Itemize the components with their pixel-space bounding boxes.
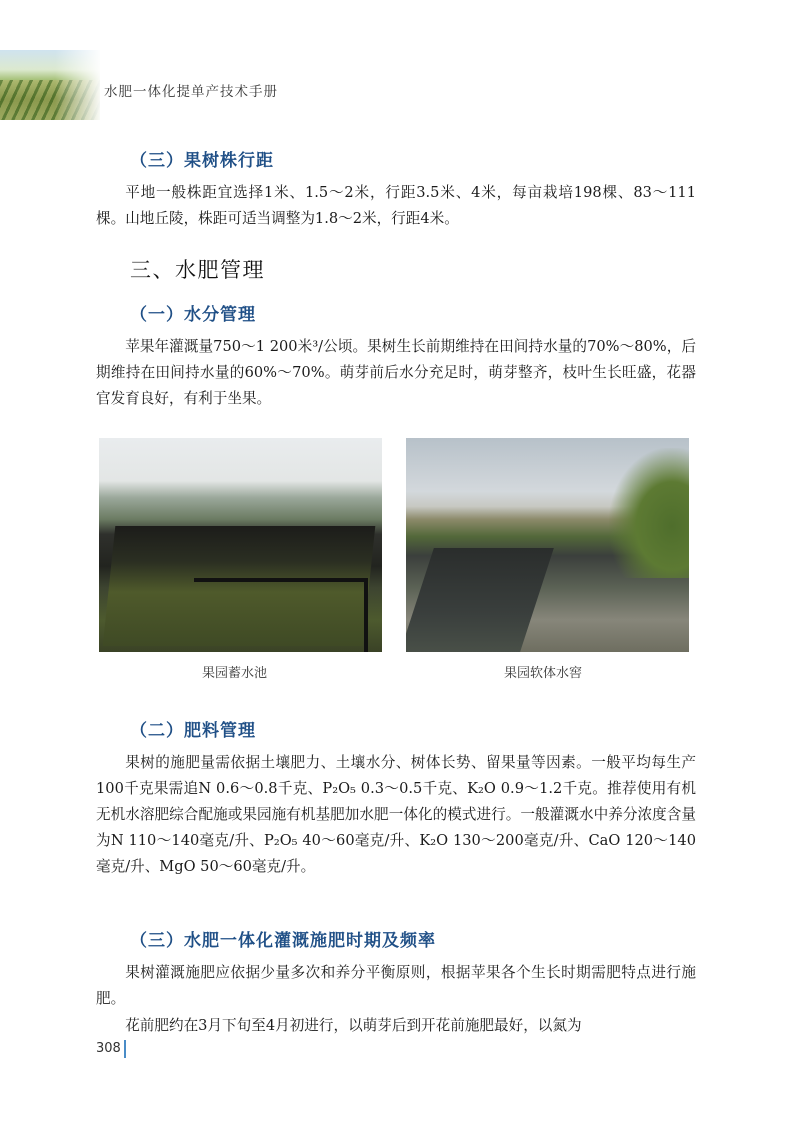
- section-heading-fertilizer: （二）肥料管理: [130, 721, 256, 741]
- figure-caption-left: 果园蓄水池: [202, 666, 268, 681]
- paragraph-water: [96, 334, 696, 412]
- paragraph-timing-1: [96, 960, 696, 1012]
- section-heading-spacing: （三）果树株行距: [130, 151, 274, 171]
- paragraph-text: 平地一般株距宜选择1米、1.5～2米，行距3.5米、4米，每亩栽培198棵、83～111棵。山地丘陵，株距可适当调整为1.8～2米，行距4米。: [96, 184, 696, 227]
- photo-storage-pool: [99, 438, 382, 652]
- page-number: 308: [96, 1041, 121, 1056]
- chapter-heading-water-fert: 三、水肥管理: [130, 258, 265, 282]
- paragraph-text: 苹果年灌溉量750～1 200米³/公顷。果树生长前期维持在田间持水量的70%～80%，后期维持在田间持水量的60%～70%。萌芽前后水分充足时，萌芽整齐，枝叶生长旺盛，花器官发育良好，有利于坐果。: [96, 338, 696, 407]
- header-field-photo: [0, 50, 100, 120]
- photo-soft-water-cellar: [406, 438, 689, 652]
- paragraph-text: 果树灌溉施肥应依据少量多次和养分平衡原则，根据苹果各个生长时期需肥特点进行施肥。: [96, 964, 696, 1007]
- paragraph-spacing: [96, 180, 696, 232]
- section-heading-timing: （三）水肥一体化灌溉施肥时期及频率: [130, 931, 436, 951]
- figure-caption-right: 果园软体水窖: [504, 666, 583, 681]
- paragraph-timing-2: [96, 1013, 696, 1039]
- running-head: 水肥一体化提单产技术手册: [104, 84, 278, 100]
- section-heading-water: （一）水分管理: [130, 305, 256, 325]
- page-number-bar: [124, 1040, 126, 1058]
- paragraph-text: 果树的施肥量需依据土壤肥力、土壤水分、树体长势、留果量等因素。一般平均每生产100千克果需追N 0.6～0.8千克、P₂O₅ 0.3～0.5千克、K₂O 0.9～1.2千克。推荐使用有机无机水溶肥综合配施或果园施有机基肥加水肥一体化的模式进行。一般灌溉水中养分浓度含量为N 110～140毫克/升、P₂O₅ 40～60毫克/升、K₂O 130～200毫克/升、CaO 120～140毫克/升、MgO 50～60毫克/升。: [96, 754, 696, 875]
- paragraph-text: 花前肥约在3月下旬至4月初进行，以萌芽后到开花前施肥最好，以氮为: [125, 1017, 582, 1034]
- paragraph-fertilizer: [96, 750, 696, 880]
